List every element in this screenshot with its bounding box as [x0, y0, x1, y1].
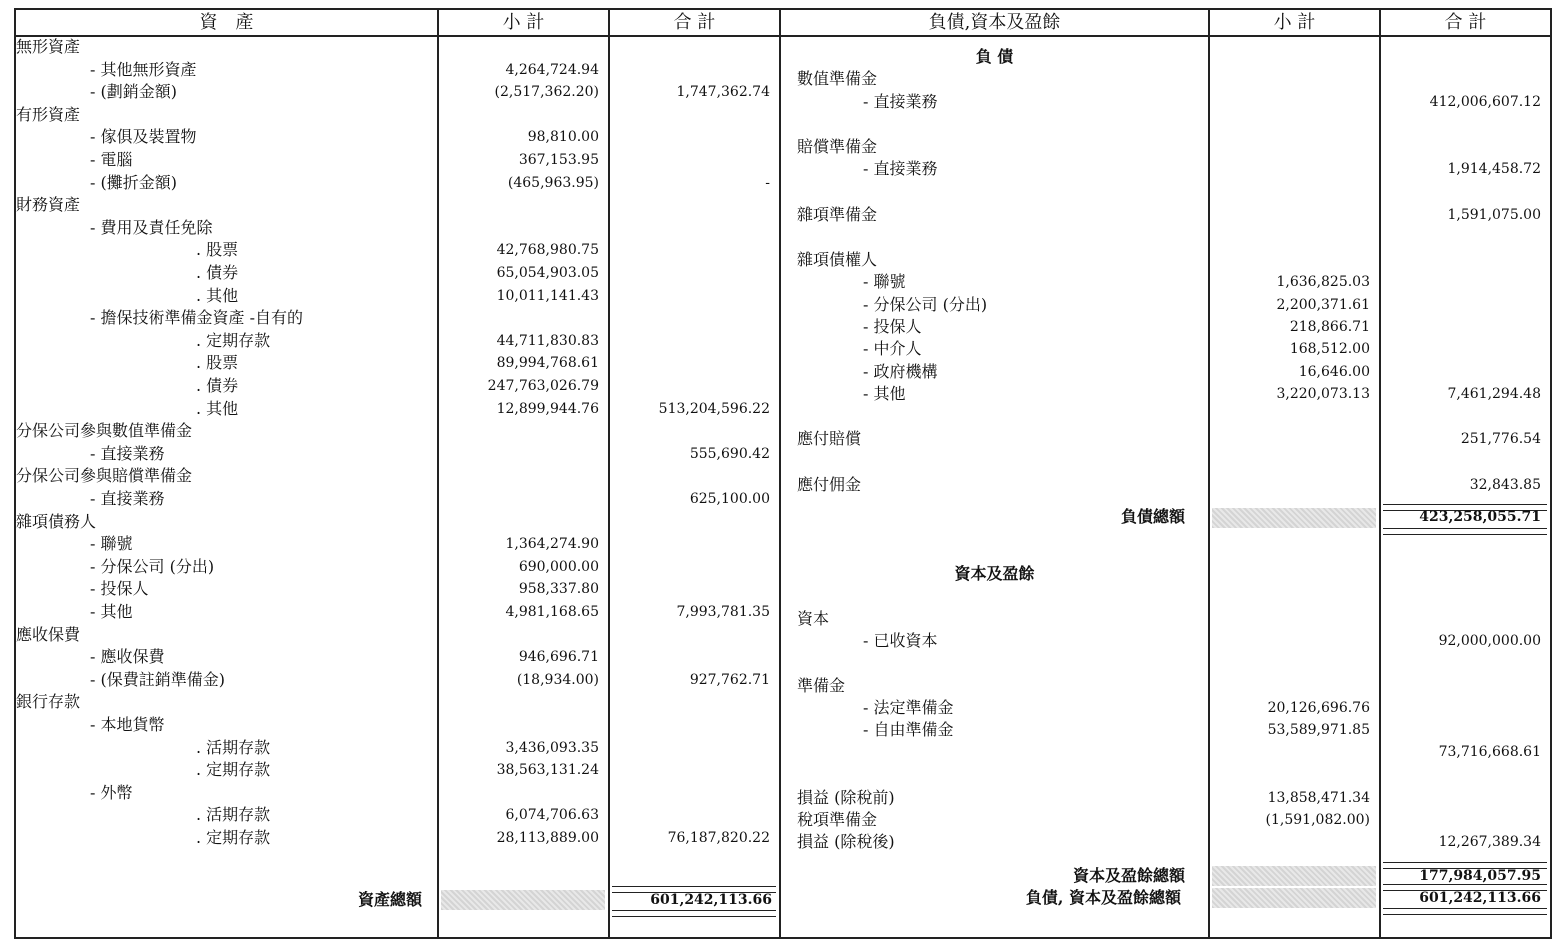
grand-total-rule-bottom: [1383, 908, 1547, 915]
liability-row-total: 92,000,000.00: [1438, 633, 1541, 649]
asset-row-label: 無形資產: [16, 37, 81, 56]
asset-row-total: 7,993,781.35: [676, 604, 770, 620]
col-line-3: [608, 8, 610, 937]
liability-section-heading: 資本及盈餘: [954, 564, 1035, 583]
asset-row-subtotal: 958,337.80: [518, 581, 599, 597]
liability-row-label: - 已收資本: [863, 631, 938, 650]
col-line-6: [1379, 8, 1381, 937]
liability-row-subtotal: 3,220,073.13: [1276, 386, 1370, 402]
liability-row-label: - 分保公司 (分出): [863, 295, 988, 314]
asset-row-label: 分保公司參與賠償準備金: [16, 466, 193, 485]
header-subtotal-left: 小 計: [502, 12, 545, 33]
asset-row-subtotal: 946,696.71: [518, 649, 599, 665]
asset-row-label: - 應收保費: [90, 647, 165, 666]
asset-row-subtotal: 10,011,141.43: [496, 288, 599, 304]
asset-row-subtotal: 12,899,944.76: [496, 401, 599, 417]
asset-row-label: - 電腦: [90, 150, 133, 169]
liability-row-label: - 中介人: [863, 339, 922, 358]
asset-row-label: 銀行存款: [16, 692, 81, 711]
asset-row-total: 76,187,820.22: [667, 830, 770, 846]
liability-row-total: 73,716,668.61: [1438, 744, 1541, 760]
asset-row-total: 625,100.00: [689, 491, 770, 507]
asset-row-label: . 定期存款: [196, 760, 271, 779]
asset-row-total: 927,762.71: [689, 672, 770, 688]
asset-row-subtotal: 89,994,768.61: [496, 355, 599, 371]
asset-row-label: - 直接業務: [90, 489, 165, 508]
asset-row-label: - 投保人: [90, 579, 149, 598]
liability-row-total: 1,591,075.00: [1447, 207, 1541, 223]
asset-row-subtotal: (2,517,362.20): [494, 84, 599, 100]
liability-row-subtotal: 20,126,696.76: [1267, 700, 1370, 716]
liability-row-total: 412,006,607.12: [1429, 94, 1541, 110]
assets-total-shade: [441, 890, 605, 910]
capital-total-value: 177,984,057.95: [1419, 868, 1541, 884]
asset-row-label: - 其他無形資產: [90, 60, 197, 79]
liability-row-label: 資本: [797, 609, 830, 628]
liability-row-subtotal: 16,646.00: [1298, 364, 1370, 380]
grand-total-value: 601,242,113.66: [1419, 890, 1541, 906]
asset-row-subtotal: 247,763,026.79: [487, 378, 599, 394]
asset-row-label: 應收保費: [16, 625, 81, 644]
liability-row-subtotal: 218,866.71: [1289, 319, 1370, 335]
asset-row-total: 1,747,362.74: [676, 84, 770, 100]
header-total-right: 合 計: [1444, 12, 1487, 33]
asset-row-label: 有形資產: [16, 105, 81, 124]
liabilities-total-label: 負債總額: [1120, 507, 1185, 526]
asset-row-label: 雜項債務人: [16, 512, 97, 531]
asset-row-label: 分保公司參與數值準備金: [16, 421, 193, 440]
liabilities-total-rule-bottom: [1383, 528, 1547, 535]
asset-row-subtotal: 98,810.00: [527, 129, 599, 145]
asset-row-subtotal: 38,563,131.24: [496, 762, 599, 778]
asset-row-total: 555,690.42: [689, 446, 770, 462]
asset-row-label: . 股票: [196, 353, 239, 372]
liability-row-label: - 投保人: [863, 317, 922, 336]
liability-row-label: 稅項準備金: [797, 810, 878, 829]
liability-row-subtotal: 2,200,371.61: [1276, 297, 1370, 313]
asset-row-label: . 其他: [196, 399, 239, 418]
assets-total-label: 資產總額: [357, 890, 422, 909]
asset-row-label: - 其他: [90, 602, 133, 621]
asset-row-subtotal: 65,054,903.05: [496, 265, 599, 281]
asset-row-subtotal: 690,000.00: [518, 559, 599, 575]
asset-row-total: -: [765, 175, 770, 191]
liability-row-label: 準備金: [797, 676, 846, 695]
asset-row-label: - 聯號: [90, 534, 133, 553]
asset-row-subtotal: 4,264,724.94: [505, 62, 599, 78]
asset-row-label: - 本地貨幣: [90, 715, 165, 734]
header-subtotal-right: 小 計: [1273, 12, 1316, 33]
col-line-4: [779, 8, 781, 939]
liability-row-total: 12,267,389.34: [1438, 834, 1541, 850]
liability-row-label: - 聯號: [863, 272, 906, 291]
liability-row-label: 損益 (除稅後): [797, 832, 895, 851]
header-liabilities-capital: 負債,資本及盈餘: [928, 12, 1061, 33]
liability-row-label: - 其他: [863, 384, 906, 403]
asset-row-subtotal: 28,113,889.00: [496, 830, 599, 846]
asset-row-subtotal: (465,963.95): [507, 175, 599, 191]
liability-row-total: 32,843.85: [1469, 477, 1541, 493]
asset-row-subtotal: 6,074,706.63: [505, 807, 599, 823]
col-line-7: [1550, 8, 1552, 939]
liability-row-subtotal: 1,636,825.03: [1276, 274, 1370, 290]
asset-row-label: - 直接業務: [90, 444, 165, 463]
asset-row-label: - 分保公司 (分出): [90, 557, 215, 576]
liability-row-label: - 直接業務: [863, 92, 938, 111]
liability-row-label: - 政府機構: [863, 362, 938, 381]
liability-row-label: 雜項準備金: [797, 205, 878, 224]
asset-row-subtotal: 367,153.95: [518, 152, 599, 168]
liability-row-label: 雜項債權人: [797, 250, 878, 269]
liability-row-total: 251,776.54: [1460, 431, 1541, 447]
asset-row-subtotal: (18,934.00): [516, 672, 599, 688]
asset-row-label: . 活期存款: [196, 738, 271, 757]
liability-row-label: 賠償準備金: [797, 137, 878, 156]
top-border: [14, 8, 1552, 10]
capital-total-label: 資本及盈餘總額: [1072, 866, 1185, 885]
asset-row-label: . 活期存款: [196, 805, 271, 824]
asset-row-subtotal: 42,768,980.75: [496, 242, 599, 258]
asset-row-label: - 擔保技術準備金資產 -自有的: [90, 308, 303, 327]
capital-total-shade: [1212, 866, 1376, 886]
liability-row-label: 損益 (除稅前): [797, 788, 895, 807]
asset-row-label: - (攤折金額): [90, 173, 177, 192]
asset-row-label: - 外幣: [90, 783, 133, 802]
liability-row-subtotal: 168,512.00: [1289, 341, 1370, 357]
asset-row-label: - (保費註銷準備金): [90, 670, 225, 689]
asset-row-label: - (劃銷金額): [90, 82, 177, 101]
liability-row-subtotal: 13,858,471.34: [1267, 790, 1370, 806]
asset-row-subtotal: 44,711,830.83: [496, 333, 599, 349]
liability-row-total: 7,461,294.48: [1447, 386, 1541, 402]
liability-row-label: - 法定準備金: [863, 698, 954, 717]
liability-row-label: - 直接業務: [863, 159, 938, 178]
liabilities-total-shade: [1212, 508, 1376, 528]
bottom-border: [14, 937, 1552, 939]
asset-row-label: 財務資產: [16, 195, 81, 214]
liability-row-total: 1,914,458.72: [1447, 161, 1541, 177]
asset-row-label: . 其他: [196, 286, 239, 305]
asset-row-label: - 費用及責任免除: [90, 218, 213, 237]
asset-row-label: - 傢俱及裝置物: [90, 127, 197, 146]
asset-row-total: 513,204,596.22: [658, 401, 770, 417]
assets-total-rule-bottom: [612, 910, 776, 917]
asset-row-label: . 股票: [196, 240, 239, 259]
asset-row-label: . 債券: [196, 376, 239, 395]
liability-section-heading: 負 債: [975, 47, 1014, 66]
assets-total-value: 601,242,113.66: [650, 892, 772, 908]
grand-total-label: 負債, 資本及盈餘總額: [1025, 888, 1181, 907]
asset-row-label: . 債券: [196, 263, 239, 282]
header-assets: 資 產: [199, 12, 254, 33]
liabilities-total-value: 423,258,055.71: [1419, 509, 1541, 525]
liability-row-subtotal: (1,591,082.00): [1265, 812, 1370, 828]
liability-row-label: - 自由準備金: [863, 720, 954, 739]
asset-row-subtotal: 1,364,274.90: [505, 536, 599, 552]
liability-row-label: 應付佣金: [797, 475, 862, 494]
asset-row-label: . 定期存款: [196, 828, 271, 847]
liability-row-label: 應付賠償: [797, 429, 862, 448]
grand-total-shade: [1212, 888, 1376, 908]
liability-row-subtotal: 53,589,971.85: [1267, 722, 1370, 738]
asset-row-subtotal: 4,981,168.65: [505, 604, 599, 620]
liability-row-label: 數值準備金: [797, 69, 878, 88]
header-total-left: 合 計: [673, 12, 716, 33]
asset-row-label: . 定期存款: [196, 331, 271, 350]
header-divider: [14, 35, 1552, 37]
asset-row-subtotal: 3,436,093.35: [505, 740, 599, 756]
